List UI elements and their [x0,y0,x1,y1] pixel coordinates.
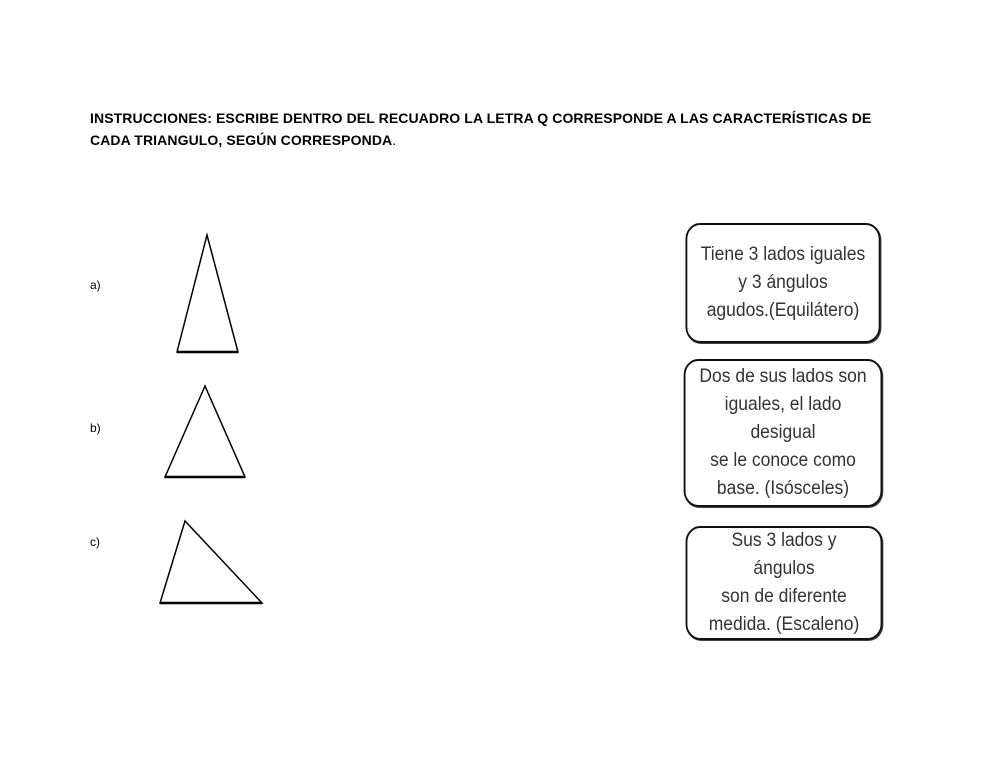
card-equilatero-text: Tiene 3 lados iguales y 3 ángulos agudos.(Equilátero) [700,244,866,321]
card-equilatero[interactable] [685,223,880,343]
item-label-b: b) [90,421,101,435]
card-isosceles[interactable] [684,359,883,507]
item-label-a: a) [90,278,101,292]
triangle-isosceles-a [177,235,238,352]
card-escaleno-text: Sus 3 lados y ángulos son de diferente medida. (Escaleno) [708,530,860,635]
card-isosceles-text: Dos de sus lados son iguales, el lado desigual se le conoce como base. (Isósceles) [699,366,867,499]
item-label-c: c) [90,535,100,549]
instructions-main: INSTRUCCIONES: ESCRIBE DENTRO DEL RECUADRO LA LETRA Q CORRESPONDE A LAS CARACTERÍSTICAS DE CADA TRIANGULO, SEGÚN CORRESPONDA [90,110,872,148]
triangle-equilateral-b [165,386,245,477]
instructions-period: . [392,132,397,148]
card-escaleno[interactable] [686,526,883,640]
triangle-scalene-c [160,521,262,603]
